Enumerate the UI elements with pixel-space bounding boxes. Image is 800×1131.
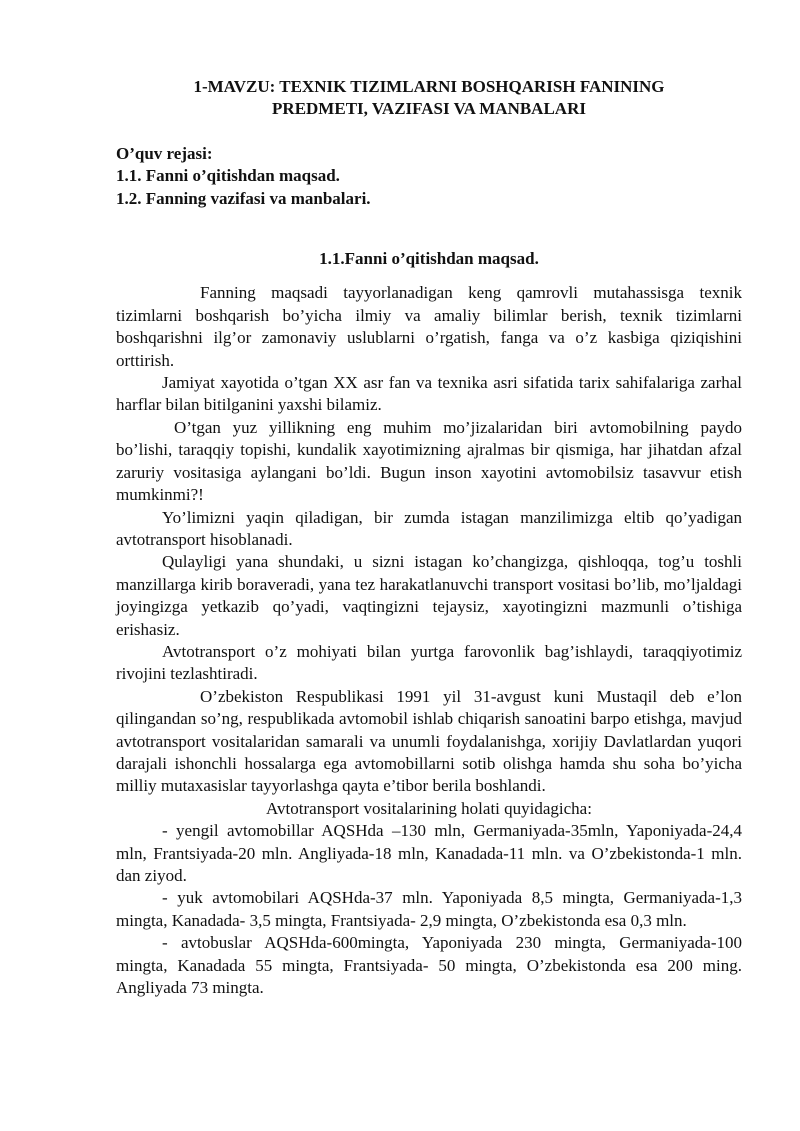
paragraph: O’tgan yuz yillikning eng muhim mo’jizalaridan biri avtomobilning paydo bo’lishi, taraqqiy topishi, kundalik xayotimizning ajralmas bir qismiga, har jihatdan afzal zaruriy vositasiga aylangani bo’ldi. Bugun inson xayotini avtomobilsiz tasavvur etish mumkinmi?! (116, 417, 742, 505)
list-heading: Avtotransport vositalarining holati quyidagicha: (266, 798, 592, 818)
paragraph: O’zbekiston Respublikasi 1991 yil 31-avgust kuni Mustaqil deb e’lon qilingandan so’ng, respublikada avtomobil ishlab chiqarish sanoatini barpo etishga, mavjud avtotransport vositalaridan samarali va unumli foydalanishga, xorijiy Davlatlardan yuqori darajali ishonchli hossalarga ega avtomobillarni sotib olishga hamda shu soha bo’yicha milliy mutaxasislar tayyorlashga qayta e’tibor berila boshlandi. (116, 686, 742, 796)
study-plan-item: 1.2. Fanning vazifasi va manbalari. (116, 188, 371, 208)
document-page (116, 76, 742, 999)
paragraph: Avtotransport o’z mohiyati bilan yurtga farovonlik bag’ishlaydi, taraqqiyotimiz rivojini tezlashtiradi. (116, 641, 742, 684)
list-item: - avtobuslar AQSHda-600mingta, Yaponiyada 230 mingta, Germaniyada-100 mingta, Kanadada 55 mingta, Frantsiyada- 50 mingta, O’zbekistonda esa 200 ming. Angliyada 73 mingta. (116, 933, 742, 998)
section-heading: 1.1.Fanni o’qitishdan maqsad. (319, 249, 539, 269)
list-item: - yuk avtomobilari AQSHda-37 mln. Yaponiyada 8,5 mingta, Germaniyada-1,3 mingta, Kanadada- 3,5 mingta, Frantsiyada- 2,9 mingta, O’zbekistonda esa 0,3 mln. (116, 888, 742, 930)
study-plan-item: 1.1. Fanni o’qitishdan maqsad. (116, 166, 340, 186)
paragraph: Qulayligi yana shundaki, u sizni istagan ko’changizga, qishloqqa, tog’u toshli manzillarga kirib boraveradi, yana tez harakatlanuvchi transport vositasi bo’lib, mo’ljaldagi joyingizga yetkazib qo’yadi, vaqtingizni tejaysiz, xayotingizni mazmunli o’tishiga erishasiz. (116, 552, 742, 639)
document-title: 1-MAVZU: TEXNIK TIZIMLARNI BOSHQARISH FANINING PREDMETI, VAZIFASI VA MANBALARI (193, 77, 665, 119)
study-plan-heading: O’quv rejasi: (116, 143, 213, 163)
paragraph: Fanning maqsadi tayyorlanadigan keng qamrovli mutahassisga texnik tizimlarni boshqarish bo’yicha ilmiy va amaliy bilimlar berish, texnik tizimlarni boshqarishni ilg’or zamonaviy uslublarni o’rgatish, fanga va o’z kasbiga qiziqishini orttirish. (116, 283, 742, 370)
paragraph: Yo’limizni yaqin qiladigan, bir zumda istagan manzilimizga eltib qo’yadigan avtotransport hisoblanadi. (116, 507, 742, 549)
paragraph: Jamiyat xayotida o’tgan XX asr fan va texnika asri sifatida tarix sahifalariga zarhal harflar bilan bitilganini yaxshi bilamiz. (116, 373, 742, 415)
study-plan (116, 143, 742, 210)
list-item: - yengil avtomobillar AQSHda –130 mln, Germaniyada-35mln, Yaponiyada-24,4 mln, Frantsiyada-20 mln. Angliyada-18 mln, Kanadada-11 mln. va O’zbekistonda-1 mln. dan ziyod. (116, 821, 742, 885)
